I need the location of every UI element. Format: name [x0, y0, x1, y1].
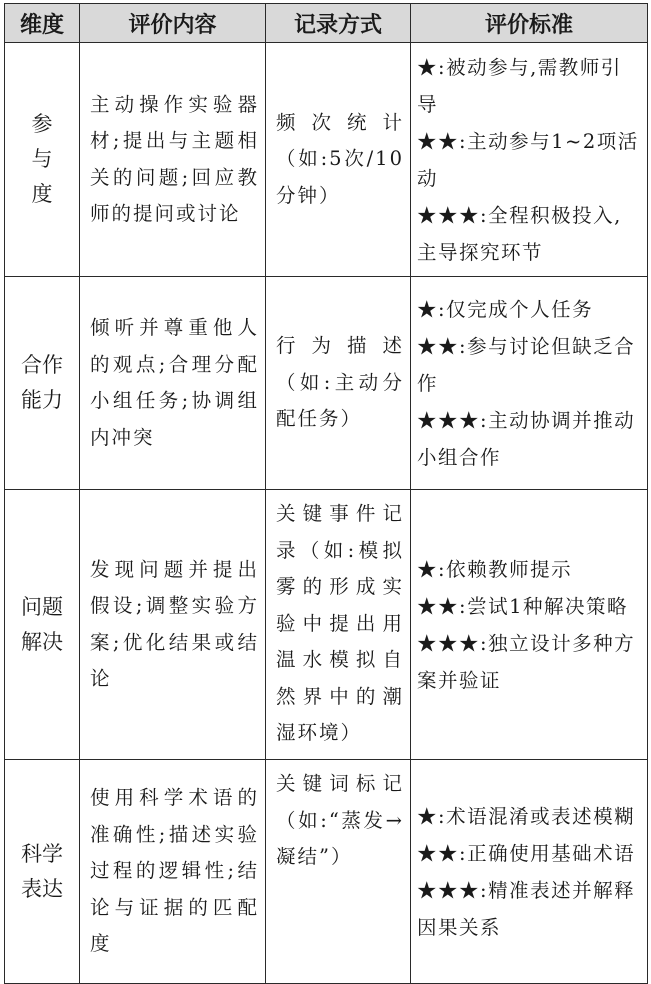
header-row: [5, 4, 648, 43]
criteria-level-1: ★:被动参与,需教师引导: [417, 55, 622, 116]
criteria-level-2: ★★:参与讨论但缺乏合作: [417, 334, 636, 395]
criteria-level-2: ★★:主动参与1~2项活动: [417, 129, 639, 190]
header-record: 记录方式: [266, 4, 411, 43]
criteria-level-3: ★★★:精准表述并解释因果关系: [417, 878, 636, 939]
criteria-level-2: ★★:正确使用基础术语: [417, 841, 636, 865]
content-cell: 主动操作实验器材;提出与主题相关的问题;回应教师的提问或讨论: [80, 43, 266, 277]
dimension-cell: [5, 43, 80, 277]
criteria-level-2: ★★:尝试1种解决策略: [417, 594, 628, 618]
criteria-cell: [411, 490, 648, 760]
criteria-cell: [411, 277, 648, 490]
criteria-cell: [411, 760, 648, 984]
content-cell: 发现问题并提出假设;调整实验方案;优化结果或结论: [80, 490, 266, 760]
dimension-cell: [5, 277, 80, 490]
header-content: 评价内容: [80, 4, 266, 43]
table-row: [5, 490, 648, 760]
table-row: [5, 760, 648, 984]
record-cell: 关键词标记（如:“蒸发→凝结”）: [266, 760, 411, 984]
header-criteria: 评价标准: [411, 4, 648, 43]
criteria-level-1: ★:术语混淆或表述模糊: [417, 804, 636, 828]
criteria-level-1: ★:依赖教师提示: [417, 557, 573, 581]
dimension-text: 问题解决: [21, 594, 63, 654]
dimension-text: 科学表达: [21, 841, 63, 901]
header-dimension: 维度: [5, 4, 80, 43]
criteria-level-3: ★★★:独立设计多种方案并验证: [417, 631, 636, 692]
record-cell: 关键事件记录（如:模拟雾的形成实验中提出用温水模拟自然界中的潮湿环境）: [266, 490, 411, 760]
dimension-text: 参与度: [31, 112, 53, 206]
record-cell: 频次统计（如:5次/10分钟）: [266, 43, 411, 277]
dimension-cell: [5, 490, 80, 760]
content-cell: 使用科学术语的准确性;描述实验过程的逻辑性;结论与证据的匹配度: [80, 760, 266, 984]
criteria-level-3: ★★★:主动协调并推动小组合作: [417, 408, 636, 469]
table-row: [5, 277, 648, 490]
record-cell: 行为描述（如:主动分配任务）: [266, 277, 411, 490]
criteria-cell: [411, 43, 648, 277]
criteria-level-1: ★:仅完成个人任务: [417, 297, 594, 321]
dimension-cell: [5, 760, 80, 984]
criteria-level-3: ★★★:全程积极投入,主导探究环节: [417, 203, 622, 264]
evaluation-table: [4, 3, 648, 984]
dimension-text: 合作能力: [21, 353, 63, 412]
table-row: [5, 43, 648, 277]
content-cell: 倾听并尊重他人的观点;合理分配小组任务;协调组内冲突: [80, 277, 266, 490]
